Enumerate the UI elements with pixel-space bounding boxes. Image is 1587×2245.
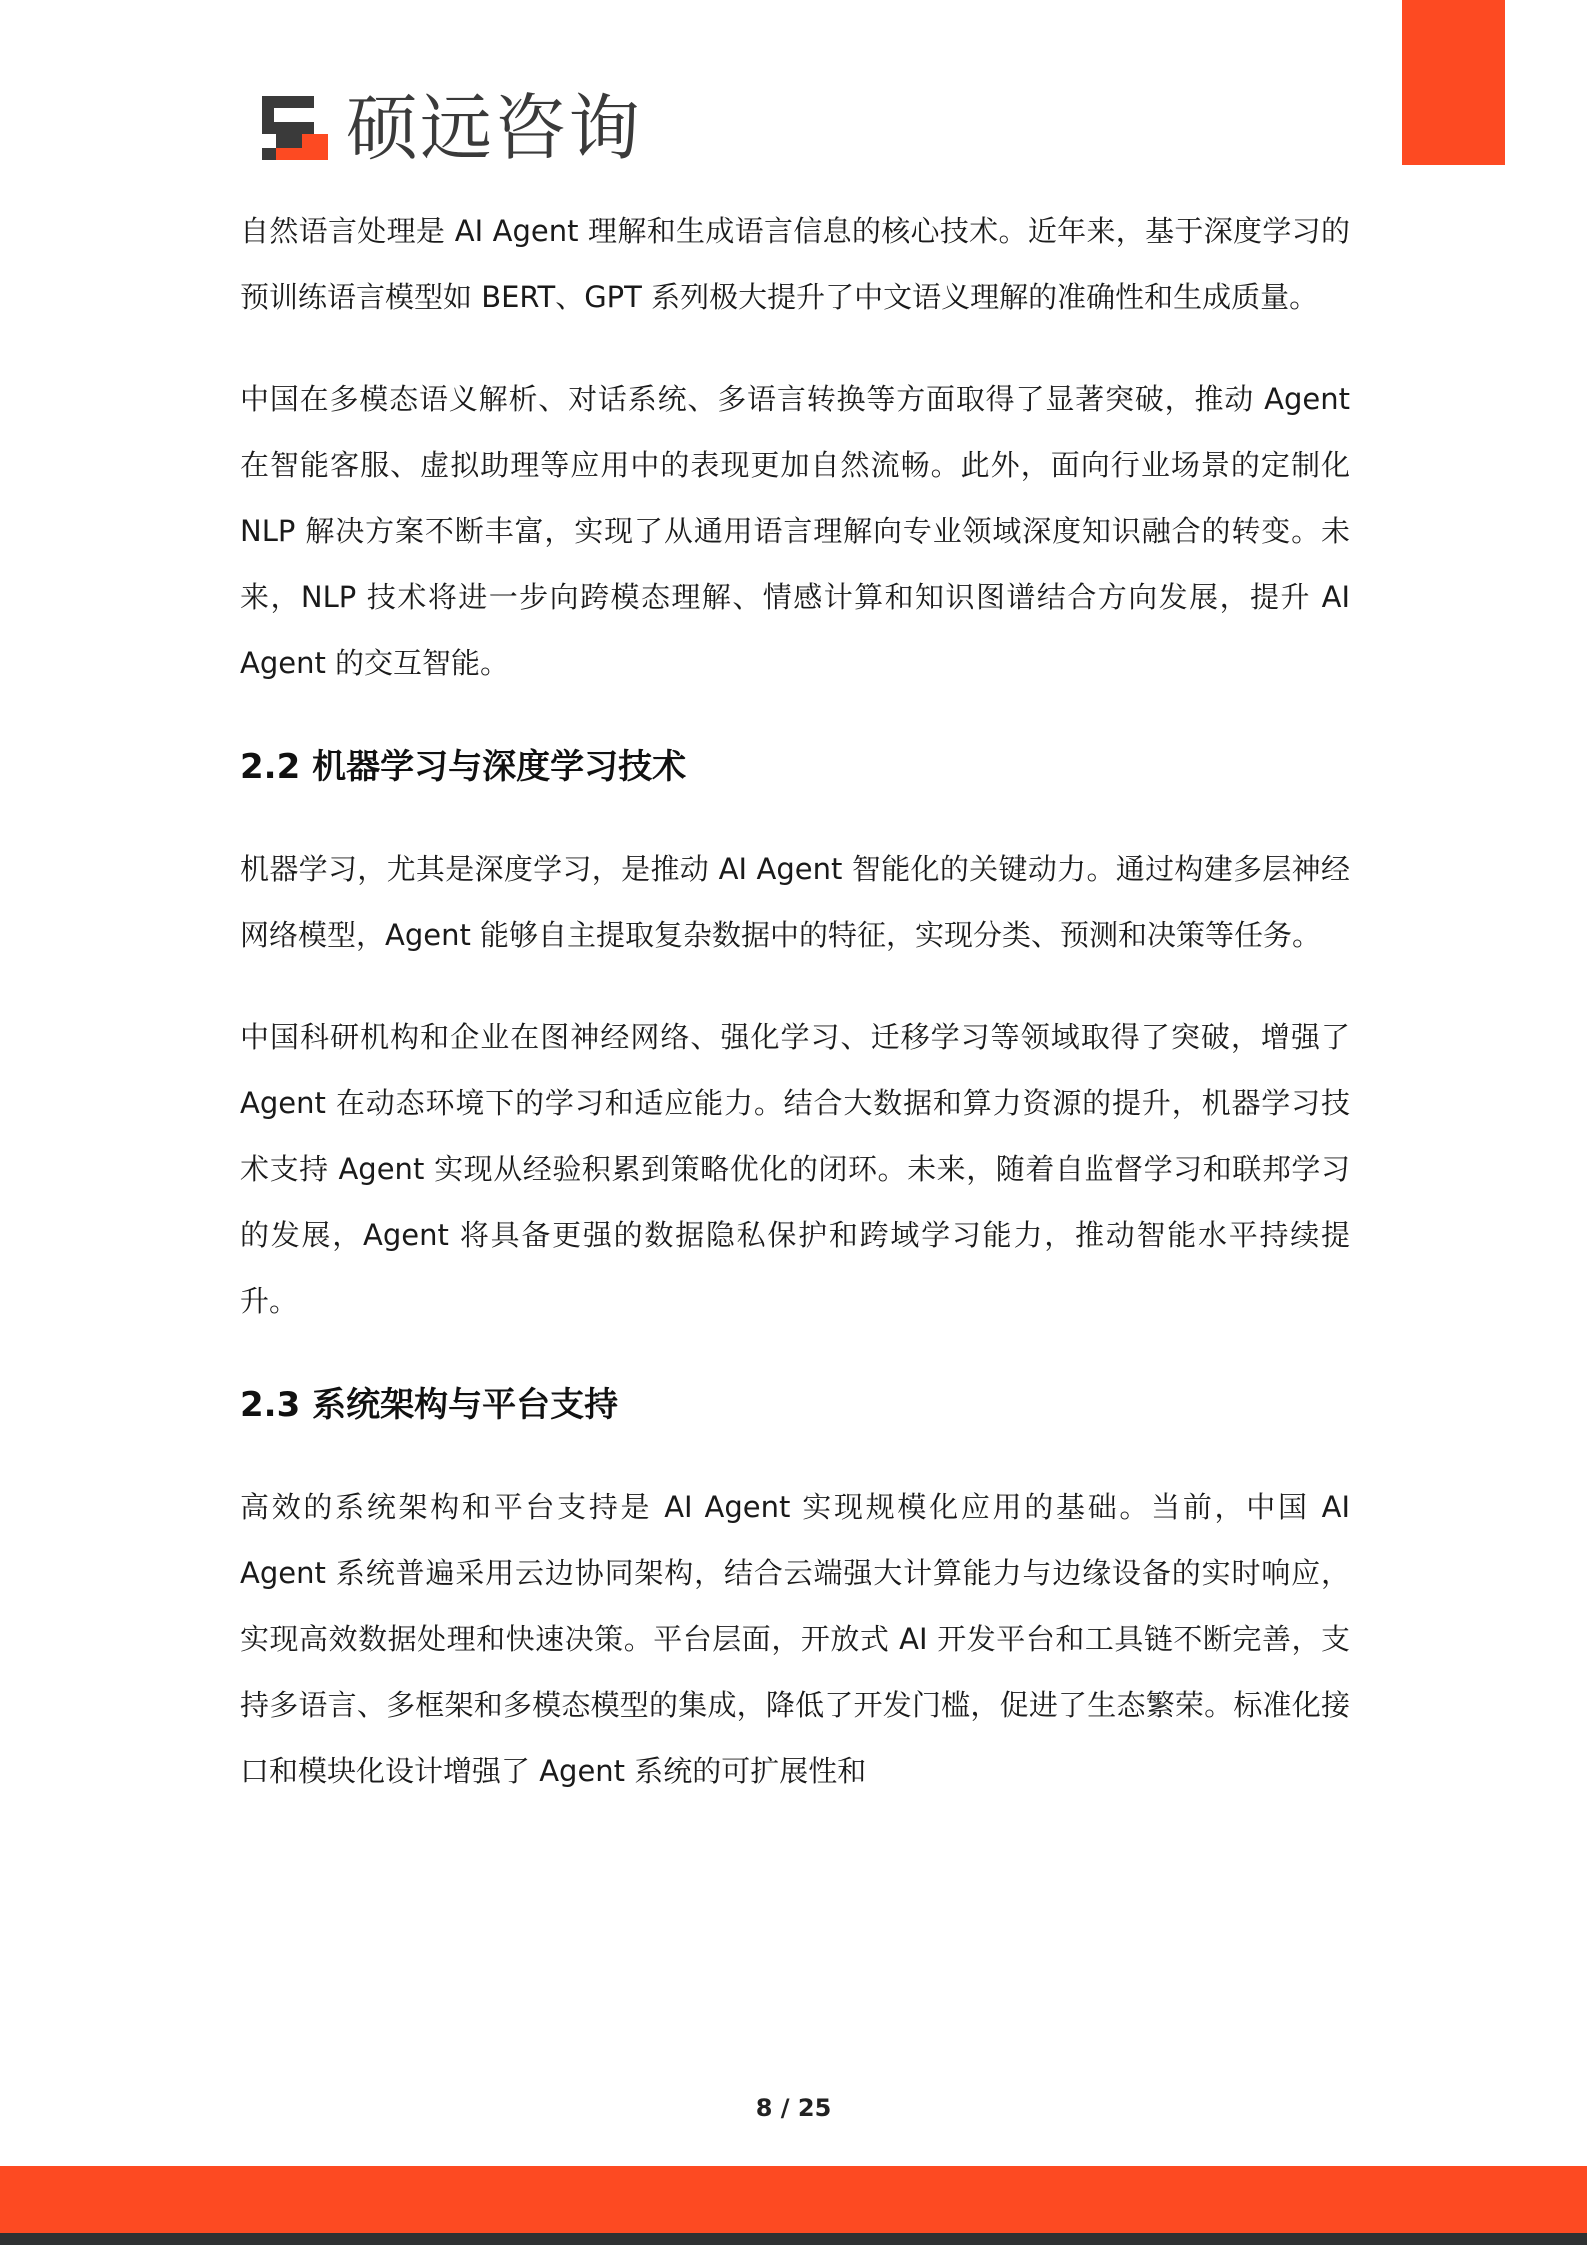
paragraph-nlp-china: 中国在多模态语义解析、对话系统、多语言转换等方面取得了显著突破，推动 Agent 在智能客服、虚拟助理等应用中的表现更加自然流畅。此外，面向行业场景的定制化 NLP 解决方案不断丰富，实现了从通用语言理解向专业领域深度知识融合的转变。未来，NLP 技术将进一步向跨模态理解、情感计算和知识图谱结合方向发展，提升 AI Agent 的交互智能。 [240, 382, 1350, 680]
page-number: 8 / 25 [755, 2094, 832, 2122]
footer-accent-bar [0, 2166, 1587, 2233]
logo-mark-icon [258, 92, 332, 164]
section-heading-2-2: 2.2 机器学习与深度学习技术 [240, 747, 687, 787]
logo-text: 硕远咨询 [346, 86, 643, 170]
paragraph-ml-china: 中国科研机构和企业在图神经网络、强化学习、迁移学习等领域取得了突破，增强了 Agent 在动态环境下的学习和适应能力。结合大数据和算力资源的提升，机器学习技术支持 Agent 实现从经验积累到策略优化的闭环。未来，随着自监督学习和联邦学习的发展，Agent 将具备更强的数据隐私保护和跨域学习能力，推动智能水平持续提升。 [240, 1020, 1350, 1318]
section-heading-2-3: 2.3 系统架构与平台支持 [240, 1385, 619, 1425]
paragraph-nlp-intro: 自然语言处理是 AI Agent 理解和生成语言信息的核心技术。近年来，基于深度学习的预训练语言模型如 BERT、GPT 系列极大提升了中文语义理解的准确性和生成质量。 [240, 214, 1350, 314]
paragraph-ml-intro: 机器学习，尤其是深度学习，是推动 AI Agent 智能化的关键动力。通过构建多层神经网络模型，Agent 能够自主提取复杂数据中的特征，实现分类、预测和决策等任务。 [240, 852, 1350, 952]
company-logo [258, 88, 642, 168]
corner-accent-tab [1402, 0, 1505, 165]
footer-dark-line [0, 2233, 1587, 2245]
document-body [240, 198, 1350, 1804]
paragraph-architecture: 高效的系统架构和平台支持是 AI Agent 实现规模化应用的基础。当前，中国 AI Agent 系统普遍采用云边协同架构，结合云端强大计算能力与边缘设备的实时响应，实现高效数据处理和快速决策。平台层面，开放式 AI 开发平台和工具链不断完善，支持多语言、多框架和多模态模型的集成，降低了开发门槛，促进了生态繁荣。标准化接口和模块化设计增强了 Agent 系统的可扩展性和 [240, 1490, 1350, 1788]
